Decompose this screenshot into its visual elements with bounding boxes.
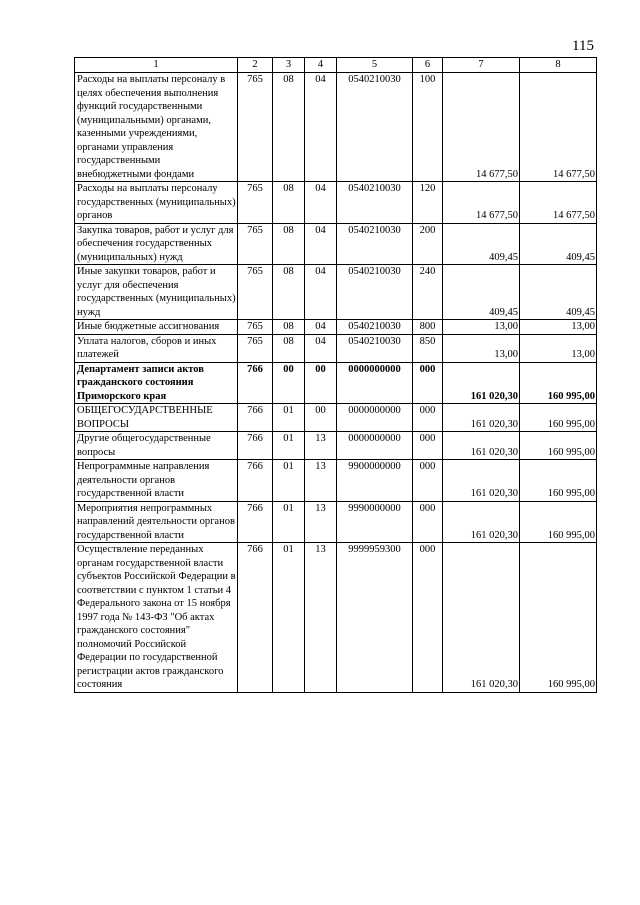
row-value-cell: 409,45	[443, 265, 520, 320]
column-header: 1	[75, 58, 238, 73]
row-value-cell: 0540210030	[337, 223, 413, 265]
row-name-cell: Расходы на выплаты персоналу в целях обеспечения выполнения функций государственными (муниципальными) органами, казенными учреждениями, органами управления государственными внебюджетными фондами	[75, 73, 238, 182]
row-value-cell: 160 995,00	[520, 543, 597, 693]
table-row	[75, 501, 597, 543]
row-value-cell: 13	[305, 460, 337, 502]
table-row	[75, 182, 597, 224]
row-value-cell: 161 020,30	[443, 404, 520, 432]
row-value-cell: 100	[413, 73, 443, 182]
row-value-cell: 000	[413, 460, 443, 502]
row-value-cell: 0540210030	[337, 320, 413, 335]
row-value-cell: 14 677,50	[520, 73, 597, 182]
row-value-cell: 08	[273, 73, 305, 182]
row-value-cell: 000	[413, 432, 443, 460]
row-value-cell: 765	[238, 182, 273, 224]
row-value-cell: 13	[305, 501, 337, 543]
table-body	[75, 73, 597, 693]
row-value-cell: 01	[273, 460, 305, 502]
row-value-cell: 000	[413, 362, 443, 404]
row-value-cell: 9900000000	[337, 460, 413, 502]
table-row	[75, 73, 597, 182]
row-value-cell: 766	[238, 501, 273, 543]
row-value-cell: 160 995,00	[520, 501, 597, 543]
column-header: 8	[520, 58, 597, 73]
row-value-cell: 13,00	[520, 334, 597, 362]
row-value-cell: 01	[273, 404, 305, 432]
table-row	[75, 320, 597, 335]
row-name-cell: ОБЩЕГОСУДАРСТВЕННЫЕ ВОПРОСЫ	[75, 404, 238, 432]
row-value-cell: 13	[305, 432, 337, 460]
row-value-cell: 409,45	[520, 223, 597, 265]
row-value-cell: 409,45	[443, 223, 520, 265]
row-value-cell: 850	[413, 334, 443, 362]
row-name-cell: Расходы на выплаты персоналу государственных (муниципальных) органов	[75, 182, 238, 224]
column-header: 3	[273, 58, 305, 73]
row-value-cell: 01	[273, 432, 305, 460]
row-value-cell: 766	[238, 460, 273, 502]
row-value-cell: 9999959300	[337, 543, 413, 693]
column-header: 7	[443, 58, 520, 73]
row-value-cell: 200	[413, 223, 443, 265]
row-value-cell: 161 020,30	[443, 501, 520, 543]
row-value-cell: 240	[413, 265, 443, 320]
row-value-cell: 000	[413, 501, 443, 543]
column-header: 5	[337, 58, 413, 73]
row-value-cell: 0540210030	[337, 334, 413, 362]
row-value-cell: 161 020,30	[443, 362, 520, 404]
row-value-cell: 08	[273, 182, 305, 224]
budget-table	[74, 57, 597, 693]
row-value-cell: 08	[273, 265, 305, 320]
row-value-cell: 04	[305, 223, 337, 265]
row-value-cell: 161 020,30	[443, 543, 520, 693]
row-value-cell: 766	[238, 362, 273, 404]
row-value-cell: 04	[305, 182, 337, 224]
table-row	[75, 460, 597, 502]
table-row	[75, 404, 597, 432]
row-value-cell: 04	[305, 265, 337, 320]
row-value-cell: 000	[413, 543, 443, 693]
table-row	[75, 432, 597, 460]
row-name-cell: Департамент записи актов гражданского состояния Приморского края	[75, 362, 238, 404]
table-row	[75, 543, 597, 693]
row-value-cell: 00	[305, 404, 337, 432]
row-value-cell: 14 677,50	[520, 182, 597, 224]
row-value-cell: 13,00	[443, 334, 520, 362]
table-row	[75, 362, 597, 404]
column-header: 2	[238, 58, 273, 73]
table-row	[75, 223, 597, 265]
row-value-cell: 161 020,30	[443, 432, 520, 460]
row-value-cell: 120	[413, 182, 443, 224]
row-value-cell: 04	[305, 334, 337, 362]
page-number: 115	[572, 38, 594, 54]
row-value-cell: 0540210030	[337, 73, 413, 182]
row-value-cell: 01	[273, 543, 305, 693]
table-row	[75, 334, 597, 362]
column-header: 4	[305, 58, 337, 73]
row-value-cell: 00	[273, 362, 305, 404]
row-value-cell: 160 995,00	[520, 460, 597, 502]
table-row	[75, 265, 597, 320]
row-value-cell: 766	[238, 432, 273, 460]
row-name-cell: Мероприятия непрограммных направлений деятельности органов государственной власти	[75, 501, 238, 543]
row-value-cell: 409,45	[520, 265, 597, 320]
row-value-cell: 160 995,00	[520, 404, 597, 432]
row-value-cell: 160 995,00	[520, 362, 597, 404]
row-value-cell: 13,00	[443, 320, 520, 335]
row-name-cell: Иные бюджетные ассигнования	[75, 320, 238, 335]
row-value-cell: 765	[238, 265, 273, 320]
row-value-cell: 161 020,30	[443, 460, 520, 502]
row-name-cell: Закупка товаров, работ и услуг для обеспечения государственных (муниципальных) нужд	[75, 223, 238, 265]
row-value-cell: 13,00	[520, 320, 597, 335]
row-value-cell: 800	[413, 320, 443, 335]
row-value-cell: 00	[305, 362, 337, 404]
row-value-cell: 08	[273, 320, 305, 335]
row-value-cell: 0000000000	[337, 362, 413, 404]
row-value-cell: 9990000000	[337, 501, 413, 543]
row-name-cell: Непрограммные направления деятельности органов государственной власти	[75, 460, 238, 502]
row-value-cell: 0540210030	[337, 265, 413, 320]
row-value-cell: 765	[238, 320, 273, 335]
row-value-cell: 160 995,00	[520, 432, 597, 460]
row-value-cell: 14 677,50	[443, 182, 520, 224]
row-value-cell: 14 677,50	[443, 73, 520, 182]
row-value-cell: 765	[238, 334, 273, 362]
row-value-cell: 766	[238, 404, 273, 432]
row-name-cell: Иные закупки товаров, работ и услуг для обеспечения государственных (муниципальных) нужд	[75, 265, 238, 320]
column-header: 6	[413, 58, 443, 73]
row-value-cell: 0000000000	[337, 432, 413, 460]
row-value-cell: 0000000000	[337, 404, 413, 432]
row-name-cell: Осуществление переданных органам государственной власти субъектов Российской Федерации в соответствии с пунктом 1 статьи 4 Федерального закона от 15 ноября 1997 года № 143-ФЗ "Об актах гражданского состояния" полномочий Российской Федерации по государственной регистрации актов гражданского состояния	[75, 543, 238, 693]
row-value-cell: 04	[305, 73, 337, 182]
row-value-cell: 08	[273, 223, 305, 265]
header-row	[75, 58, 597, 73]
row-value-cell: 13	[305, 543, 337, 693]
row-name-cell: Уплата налогов, сборов и иных платежей	[75, 334, 238, 362]
row-value-cell: 765	[238, 73, 273, 182]
row-name-cell: Другие общегосударственные вопросы	[75, 432, 238, 460]
row-value-cell: 0540210030	[337, 182, 413, 224]
row-value-cell: 08	[273, 334, 305, 362]
row-value-cell: 000	[413, 404, 443, 432]
row-value-cell: 01	[273, 501, 305, 543]
row-value-cell: 765	[238, 223, 273, 265]
row-value-cell: 766	[238, 543, 273, 693]
row-value-cell: 04	[305, 320, 337, 335]
